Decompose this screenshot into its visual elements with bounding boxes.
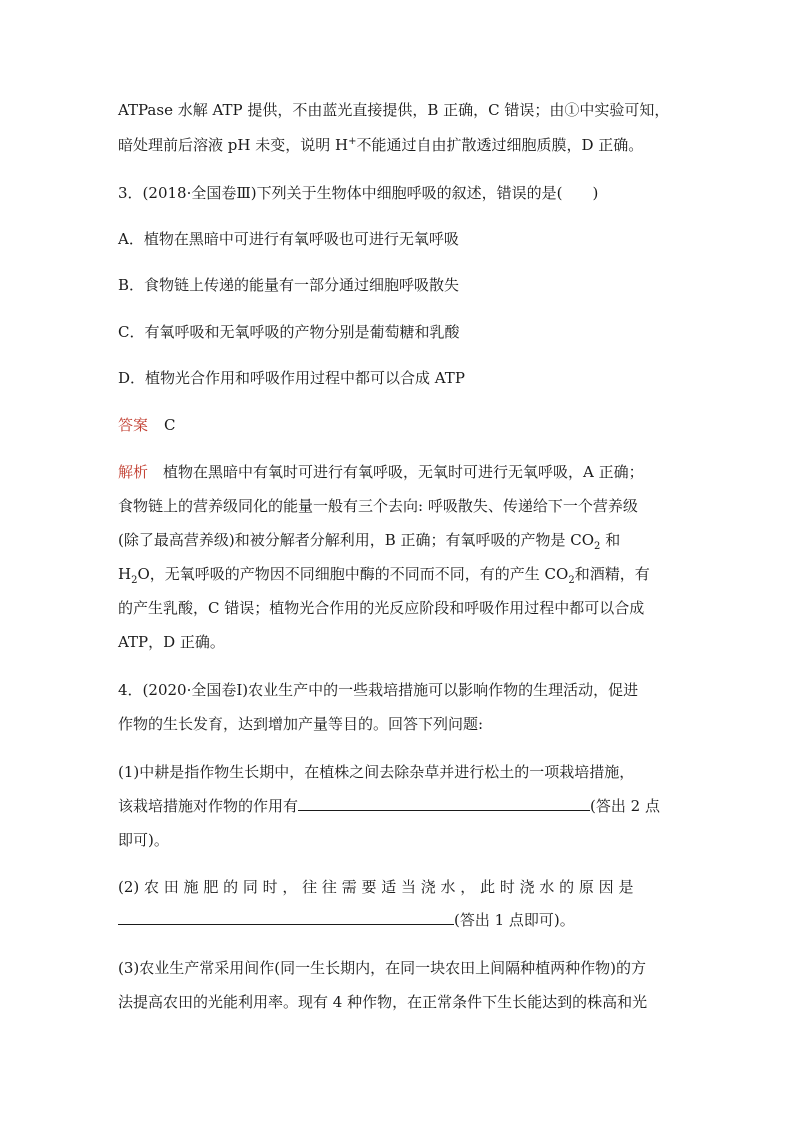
answer-blank[interactable] xyxy=(298,796,590,811)
question-3-analysis-line-4 xyxy=(118,564,650,584)
question-4-stem-line-2: 作物的生长发育，达到增加产量等目的。回答下列问题: xyxy=(118,715,484,733)
text-segment: 和 xyxy=(600,531,621,549)
text-segment: 该栽培措施对作物的作用有 xyxy=(118,797,299,815)
analysis-continuation-line-2 xyxy=(118,135,643,155)
subscript: 2 xyxy=(568,575,575,586)
question-3-analysis-line-2: 食物链上的营养级同化的能量一般有三个去向: 呼吸散失、传递给下一个营养级 xyxy=(118,497,638,515)
question-3-option-d: D．植物光合作用和呼吸作用过程中都可以合成 ATP xyxy=(118,369,465,387)
question-4-part-2-line-2 xyxy=(118,910,575,930)
question-4-part-3-line-1: (3)农业生产常采用间作(同一生长期内，在同一块农田上间隔种植两种作物)的方 xyxy=(118,959,646,977)
question-3-option-a: A．植物在黑暗中可进行有氧呼吸也可进行无氧呼吸 xyxy=(118,230,459,248)
question-4-stem-line-1: 4．(2020·全国卷Ⅰ)农业生产中的一些栽培措施可以影响作物的生理活动，促进 xyxy=(118,681,639,699)
answer-value: C xyxy=(164,416,176,434)
text-segment: H xyxy=(118,565,132,583)
analysis-label: 解析 xyxy=(118,463,149,481)
answer-blank[interactable] xyxy=(118,910,454,925)
text-segment: 不能通过自由扩散透过细胞质膜，D 正确。 xyxy=(356,136,644,154)
question-4-part-1-line-2 xyxy=(118,796,660,816)
question-3-analysis-line-1 xyxy=(118,462,644,482)
question-3-analysis-line-3 xyxy=(118,530,620,550)
text-segment: 和酒精，有 xyxy=(574,565,650,583)
subscript: 2 xyxy=(131,575,138,586)
question-4-part-1-line-1: (1)中耕是指作物生长期中，在植株之间去除杂草并进行松土的一项栽培措施， xyxy=(118,763,635,781)
question-3-option-c: C．有氧呼吸和无氧呼吸的产物分别是葡萄糖和乳酸 xyxy=(118,323,460,341)
question-4-part-3-line-2: 法提高农田的光能利用率。现有 4 种作物，在正常条件下生长能达到的株高和光 xyxy=(118,993,648,1011)
question-4-part-2-line-1: (2) 农 田 施 肥 的 同 时 ， 往 往 需 要 适 当 浇 水 ， 此 时 浇 水 的 原 因 是 xyxy=(118,878,634,896)
answer-label: 答案 xyxy=(118,416,149,434)
text-segment: 暗处理前后溶液 pH 未变，说明 H xyxy=(118,136,349,154)
subscript: 2 xyxy=(594,541,601,552)
text-segment: (答出 2 点 xyxy=(590,797,660,815)
text-segment: (答出 1 点即可)。 xyxy=(454,911,575,929)
question-3-answer xyxy=(118,415,176,435)
question-4-part-1-line-3: 即可)。 xyxy=(118,831,169,849)
analysis-continuation-line-1: ATPase 水解 ATP 提供，不由蓝光直接提供，B 正确，C 错误；由①中实验可知， xyxy=(118,101,670,119)
question-3-analysis-line-6: ATP，D 正确。 xyxy=(118,633,225,651)
question-3-analysis-line-5: 的产生乳酸，C 错误；植物光合作用的光反应阶段和呼吸作用过程中都可以合成 xyxy=(118,599,645,617)
text-segment: 植物在黑暗中有氧时可进行有氧呼吸，无氧时可进行无氧呼吸，A 正确； xyxy=(148,463,644,481)
question-3-option-b: B．食物链上传递的能量有一部分通过细胞呼吸散失 xyxy=(118,276,460,294)
question-3-stem: 3．(2018·全国卷Ⅲ)下列关于生物体中细胞呼吸的叙述，错误的是( ) xyxy=(118,184,599,202)
text-segment: (除了最高营养级)和被分解者分解利用，B 正确；有氧呼吸的产物是 CO xyxy=(118,531,595,549)
superscript: + xyxy=(348,136,357,147)
text-segment: O，无氧呼吸的产物因不同细胞中酶的不同而不同，有的产生 CO xyxy=(137,565,569,583)
